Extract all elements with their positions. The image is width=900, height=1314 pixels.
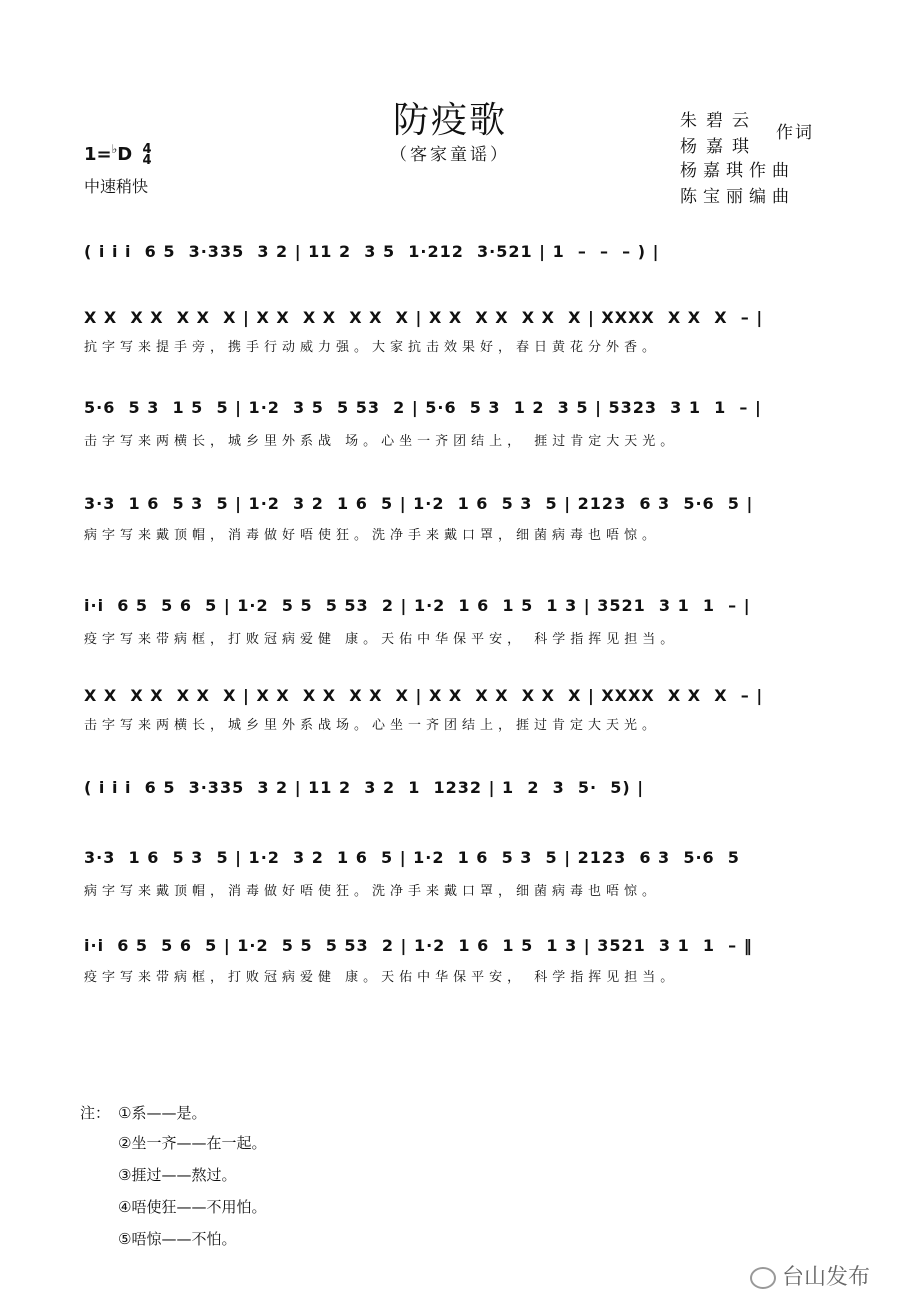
tempo-marking: 中速稍快 xyxy=(84,177,149,196)
notes-label: 注： xyxy=(80,1104,111,1122)
score-row-5-lyrics: 疫字写来带病框，打败冠病爱健 康。天佑中华保平安， 科学指挥见担当。 xyxy=(84,632,679,647)
score-row-8-notes: 3·3 1 6 5 3 5 | 1·2 3 2 1 6 5 | 1·2 1 6 5 3 5 | 2123 6 3 5·6 5 xyxy=(84,848,740,867)
score-row-7-notes: ( i i i 6 5 3·335 3 2 | 11 2 3 2 1 1232 | 1 2 3 5· 5) | xyxy=(84,778,645,797)
score-row-1-notes: ( i i i 6 5 3·335 3 2 | 11 2 3 5 1·212 3·521 | 1 – – – ) | xyxy=(84,242,660,261)
key-signature xyxy=(84,142,152,166)
song-subtitle: （客家童谣） xyxy=(390,145,510,165)
note-5: ⑤唔惊——不怕。 xyxy=(118,1230,237,1248)
time-bottom: 4 xyxy=(142,153,152,168)
wechat-icon xyxy=(750,1267,776,1289)
note-2: ②坐一齐——在一起。 xyxy=(118,1134,267,1152)
watermark-text: 台山发布 xyxy=(782,1265,871,1290)
score-row-4-notes: 3·3 1 6 5 3 5 | 1·2 3 2 1 6 5 | 1·2 1 6 5 3 5 | 2123 6 3 5·6 5 | xyxy=(84,494,754,513)
credit-line-2: 杨嘉琪 xyxy=(680,137,758,157)
score-row-5-notes: i·i 6 5 5 6 5 | 1·2 5 5 5 53 2 | 1·2 1 6 1 5 1 3 | 3521 3 1 1 – | xyxy=(84,596,751,615)
score-row-4-lyrics: 病字写来戴顶帽，消毒做好唔使狂。洗净手来戴口罩，细菌病毒也唔惊。 xyxy=(84,528,661,543)
note-4: ④唔使狂——不用怕。 xyxy=(118,1198,267,1216)
score-row-2-lyrics: 抗字写来提手旁，携手行动威力强。大家抗击效果好，春日黄花分外香。 xyxy=(84,340,661,355)
score-row-6-lyrics: 击字写来两横长，城乡里外系战场。心坐一齐团结上，捱过肯定大天光。 xyxy=(84,718,661,733)
credit-line-1: 朱碧云 xyxy=(680,111,758,131)
time-signature xyxy=(143,144,152,166)
credit-line-3: 杨嘉琪作曲 xyxy=(680,161,795,181)
lyricist-tag: 作词 xyxy=(776,123,814,143)
flat-sign: ♭ xyxy=(111,142,118,156)
score-row-2-notes: X X X X X X X | X X X X X X X | X X X X X X X | XXXX X X X – | xyxy=(84,308,764,327)
score-row-9-lyrics: 疫字写来带病框，打败冠病爱健 康。天佑中华保平安， 科学指挥见担当。 xyxy=(84,970,679,985)
note-3: ③捱过——熬过。 xyxy=(118,1166,237,1184)
key-prefix: 1= xyxy=(84,144,112,165)
score-row-3-lyrics: 击字写来两横长，城乡里外系战 场。心坐一齐团结上， 捱过肯定大天光。 xyxy=(84,434,679,449)
score-row-3-notes: 5·6 5 3 1 5 5 | 1·2 3 5 5 53 2 | 5·6 5 3 1 2 3 5 | 5323 3 1 1 – | xyxy=(84,398,762,417)
score-row-6-notes: X X X X X X X | X X X X X X X | X X X X X X X | XXXX X X X – | xyxy=(84,686,764,705)
note-1: ①系——是。 xyxy=(118,1104,207,1122)
score-row-9-notes: i·i 6 5 5 6 5 | 1·2 5 5 5 53 2 | 1·2 1 6 1 5 1 3 | 3521 3 1 1 – ‖ xyxy=(84,936,753,955)
credit-line-4: 陈宝丽编曲 xyxy=(680,187,795,207)
song-title: 防疫歌 xyxy=(392,100,507,141)
score-row-8-lyrics: 病字写来戴顶帽，消毒做好唔使狂。洗净手来戴口罩，细菌病毒也唔惊。 xyxy=(84,884,661,899)
time-top: 4 xyxy=(142,142,152,157)
watermark xyxy=(750,1260,870,1291)
key-note: D xyxy=(117,144,133,165)
